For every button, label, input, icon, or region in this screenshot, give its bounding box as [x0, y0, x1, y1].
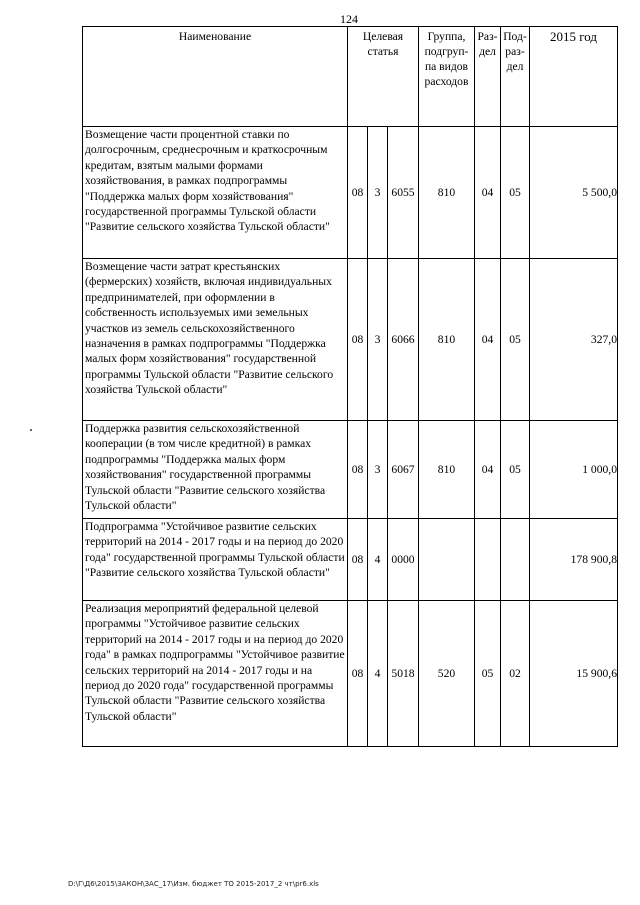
header-group: Группа, подгруп-па видов расходов [419, 27, 475, 127]
row-name: Подпрограмма "Устойчивое развитие сельских территорий на 2014 - 2017 годы и на период до 2020 года" государственной программы Тульской области "Развитие сельского хозяйства Тульской области" [83, 519, 348, 601]
row-target-article-2: 3 [368, 259, 388, 421]
file-path-footer: D:\Г\Д6\2015\ЗАКОН\ЗАС_17\Изм. бюджет ТО 2015-2017_2 чт\pr6.xls [68, 880, 319, 888]
row-target-article-2: 4 [368, 601, 388, 747]
row-section [475, 519, 501, 601]
row-target-article-3: 5018 [388, 601, 419, 747]
row-target-article-1: 08 [348, 127, 368, 259]
row-section: 05 [475, 601, 501, 747]
row-target-article-3: 6066 [388, 259, 419, 421]
row-section: 04 [475, 259, 501, 421]
budget-table [82, 26, 618, 747]
header-section: Раз-дел [475, 27, 501, 127]
row-target-article-2: 3 [368, 127, 388, 259]
row-subsection: 05 [501, 127, 530, 259]
row-target-article-1: 08 [348, 601, 368, 747]
row-amount: 178 900,8 [530, 519, 618, 601]
header-subsection: Под-раз-дел [501, 27, 530, 127]
row-name: Возмещение части процентной ставки по долгосрочным, среднесрочным и краткосрочным кредитам, взятым малыми формами хозяйствования, в рамках подпрограммы "Поддержка малых форм хозяйствования" государственной программы Тульской области "Развитие сельского хозяйства Тульской области" [83, 127, 348, 259]
row-name: Поддержка развития сельскохозяйственной кооперации (в том числе кредитной) в рамках подпрограммы "Поддержка малых форм хозяйствования" государственной программы Тульской области "Развитие сельского хозяйства Тульской области" [83, 421, 348, 519]
scan-speck [30, 429, 32, 431]
row-target-article-1: 08 [348, 519, 368, 601]
row-subsection: 02 [501, 601, 530, 747]
row-group [419, 519, 475, 601]
table-row [83, 259, 618, 421]
header-name: Наименование [83, 27, 348, 127]
header-target-article: Целевая статья [348, 27, 419, 127]
header-year: 2015 год [530, 27, 618, 127]
row-section: 04 [475, 421, 501, 519]
row-target-article-2: 3 [368, 421, 388, 519]
page-number: 124 [340, 12, 358, 26]
row-name: Возмещение части затрат крестьянских (фермерских) хозяйств, включая индивидуальных предпринимателей, при оформлении в собственность используемых ими земельных участков из земель сельскохозяйственного назначения в рамках подпрограммы "Поддержка малых форм хозяйствования" государственной программы Тульской области "Развитие сельского хозяйства Тульской области" [83, 259, 348, 421]
table-row [83, 127, 618, 259]
row-target-article-2: 4 [368, 519, 388, 601]
table-row [83, 601, 618, 747]
row-subsection: 05 [501, 421, 530, 519]
row-subsection: 05 [501, 259, 530, 421]
row-group: 810 [419, 421, 475, 519]
row-target-article-1: 08 [348, 259, 368, 421]
row-target-article-3: 6055 [388, 127, 419, 259]
row-amount: 327,0 [530, 259, 618, 421]
row-group: 810 [419, 259, 475, 421]
row-amount: 5 500,0 [530, 127, 618, 259]
row-name: Реализация мероприятий федеральной целевой программы "Устойчивое развитие сельских территорий на 2014 - 2017 годы и на период до 2020 года" в рамках подпрограммы "Устойчивое развитие сельских территорий на 2014 - 2017 годы и на период до 2020 года" государственной программы Тульской области "Развитие сельского хозяйства Тульской области" [83, 601, 348, 747]
row-amount: 1 000,0 [530, 421, 618, 519]
row-subsection [501, 519, 530, 601]
row-section: 04 [475, 127, 501, 259]
row-target-article-1: 08 [348, 421, 368, 519]
header-row [83, 27, 618, 127]
row-group: 520 [419, 601, 475, 747]
table-row [83, 421, 618, 519]
row-target-article-3: 0000 [388, 519, 419, 601]
table-row [83, 519, 618, 601]
row-target-article-3: 6067 [388, 421, 419, 519]
row-group: 810 [419, 127, 475, 259]
row-amount: 15 900,6 [530, 601, 618, 747]
